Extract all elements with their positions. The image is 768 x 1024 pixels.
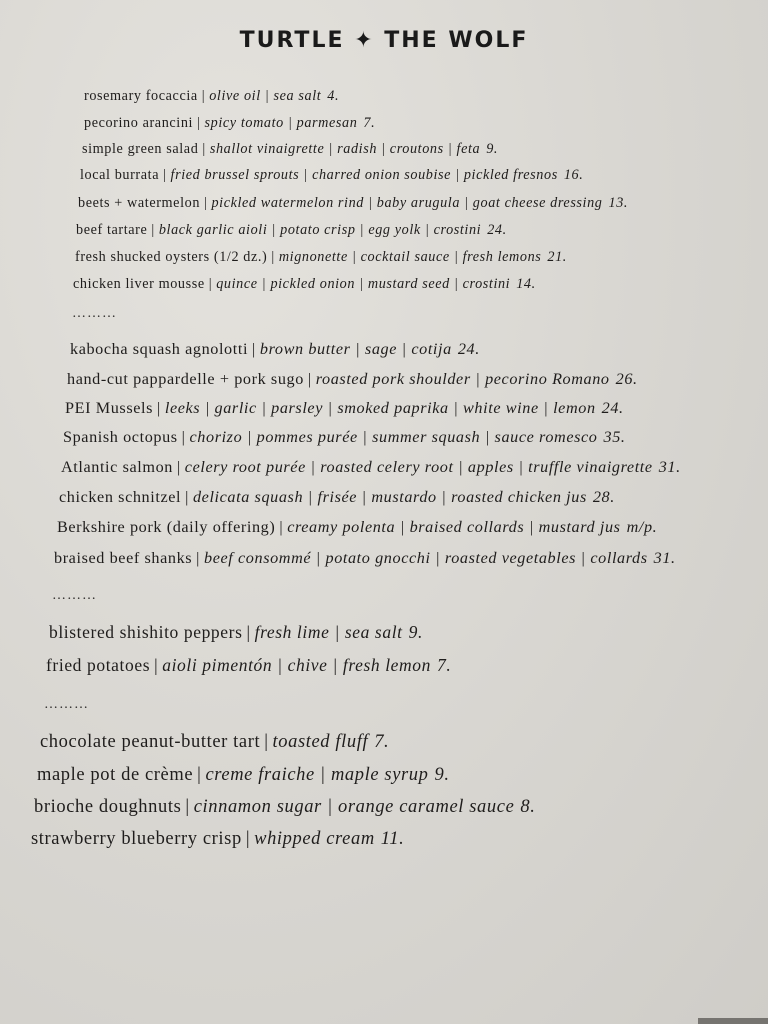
page-corner-shadow — [698, 1018, 768, 1024]
item-name: chicken liver mousse — [73, 276, 205, 292]
item-description: beef consommé | potato gnocchi | roasted vegetables | collards — [204, 549, 648, 567]
item-price: 7. — [363, 115, 376, 131]
menu-item: blistered shishito peppers | fresh lime | sea salt 9. — [49, 622, 423, 642]
item-description: brown butter | sage | cotija — [259, 340, 452, 358]
menu-item: Berkshire pork (daily offering) | creamy polenta | braised collards | mustard jus m/p. — [57, 518, 658, 536]
menu-item: rosemary focaccia | olive oil | sea salt 4. — [84, 88, 340, 104]
item-price: 4. — [327, 88, 340, 104]
menu-item: maple pot de crème | creme fraiche | maple syrup 9. — [37, 765, 450, 785]
item-price: 35. — [603, 428, 626, 446]
item-name: Berkshire pork (daily offering) — [57, 518, 276, 536]
item-name: Atlantic salmon — [61, 458, 173, 476]
item-name: rosemary focaccia — [84, 88, 198, 104]
item-name: brioche doughnuts — [34, 797, 182, 817]
item-price: 9. — [434, 765, 450, 785]
section-divider: ……… — [44, 697, 89, 712]
item-description: black garlic aioli | potato crisp | egg yolk | crostini — [158, 222, 482, 238]
item-price: 24. — [487, 222, 507, 238]
section-divider: ……… — [52, 588, 97, 603]
item-name: beets + watermelon — [78, 195, 201, 211]
item-price: 26. — [615, 370, 638, 388]
item-name: maple pot de crème — [37, 765, 194, 785]
item-price: 24. — [457, 340, 480, 358]
item-description: creamy polenta | braised collards | mustard jus — [287, 518, 621, 536]
menu-item: beets + watermelon | pickled watermelon rind | baby arugula | goat cheese dressing 13. — [78, 195, 629, 211]
item-name: hand-cut pappardelle + pork sugo — [67, 370, 304, 388]
menu-item: chicken schnitzel | delicata squash | frisée | mustardo | roasted chicken jus 28. — [59, 488, 615, 506]
item-description: creme fraiche | maple syrup — [205, 765, 429, 785]
menu-item: strawberry blueberry crisp | whipped cream 11. — [31, 829, 405, 849]
item-description: shallot vinaigrette | radish | croutons | feta — [209, 141, 481, 157]
item-price: 21. — [547, 249, 567, 265]
menu-item: Atlantic salmon | celery root purée | roasted celery root | apples | truffle vinaigrette 31. — [61, 458, 681, 476]
item-name: pecorino arancini — [84, 115, 194, 131]
menu-item: braised beef shanks | beef consommé | potato gnocchi | roasted vegetables | collards 31. — [54, 549, 676, 567]
menu-item: chicken liver mousse | quince | pickled onion | mustard seed | crostini 14. — [73, 276, 536, 292]
menu-item: fried potatoes | aioli pimentón | chive | fresh lemon 7. — [46, 655, 452, 675]
menu-item: fresh shucked oysters (1/2 dz.) | mignonette | cocktail sauce | fresh lemons 21. — [75, 249, 567, 265]
item-name: blistered shishito peppers — [49, 622, 243, 642]
item-name: chicken schnitzel — [59, 488, 182, 506]
item-price: 9. — [486, 141, 499, 157]
menu-item: pecorino arancini | spicy tomato | parmesan 7. — [84, 115, 376, 131]
item-price: 8. — [520, 797, 536, 817]
item-description: leeks | garlic | parsley | smoked paprika | white wine | lemon — [164, 399, 596, 417]
item-description: toasted fluff — [272, 732, 369, 752]
menu-item: simple green salad | shallot vinaigrette | radish | croutons | feta 9. — [82, 141, 499, 157]
item-name: strawberry blueberry crisp — [31, 829, 242, 849]
item-price: 16. — [563, 167, 584, 183]
item-name: simple green salad — [82, 141, 199, 157]
item-name: fresh shucked oysters (1/2 dz.) — [75, 249, 268, 265]
item-name: fried potatoes — [46, 655, 151, 675]
item-description: roasted pork shoulder | pecorino Romano — [315, 370, 610, 388]
menu-item: beef tartare | black garlic aioli | potato crisp | egg yolk | crostini 24. — [76, 222, 507, 238]
item-description: spicy tomato | parmesan — [204, 115, 358, 131]
item-description: whipped cream — [254, 829, 375, 849]
menu-item: kabocha squash agnolotti | brown butter | sage | cotija 24. — [70, 340, 480, 358]
item-description: fresh lime | sea salt — [254, 622, 403, 642]
item-price: 9. — [408, 622, 423, 642]
item-name: chocolate peanut-butter tart — [40, 732, 261, 752]
section-divider: ……… — [72, 306, 117, 321]
item-name: local burrata — [80, 167, 160, 183]
item-name: PEI Mussels — [65, 399, 153, 417]
item-description: celery root purée | roasted celery root | apples | truffle vinaigrette — [184, 458, 653, 476]
menu-item: hand-cut pappardelle + pork sugo | roasted pork shoulder | pecorino Romano 26. — [67, 370, 638, 388]
menu-item: Spanish octopus | chorizo | pommes purée | summer squash | sauce romesco 35. — [63, 428, 626, 446]
item-name: beef tartare — [76, 222, 148, 238]
item-price: 28. — [592, 488, 615, 506]
item-name: Spanish octopus — [63, 428, 178, 446]
item-description: mignonette | cocktail sauce | fresh lemons — [278, 249, 542, 265]
menu-item: local burrata | fried brussel sprouts | charred onion soubise | pickled fresnos 16. — [80, 167, 584, 183]
item-price: m/p. — [626, 518, 658, 536]
item-description: cinnamon sugar | orange caramel sauce — [193, 797, 515, 817]
menu-item: brioche doughnuts | cinnamon sugar | orange caramel sauce 8. — [34, 797, 536, 817]
item-price: 11. — [380, 829, 405, 849]
item-description: fried brussel sprouts | charred onion soubise | pickled fresnos — [170, 167, 558, 183]
item-name: braised beef shanks — [54, 549, 193, 567]
item-name: kabocha squash agnolotti — [70, 340, 249, 358]
item-description: olive oil | sea salt — [209, 88, 322, 104]
item-price: 31. — [658, 458, 681, 476]
item-description: delicata squash | frisée | mustardo | roasted chicken jus — [192, 488, 587, 506]
item-price: 31. — [653, 549, 676, 567]
item-price: 13. — [608, 195, 629, 211]
item-description: chorizo | pommes purée | summer squash | sauce romesco — [189, 428, 598, 446]
item-description: pickled watermelon rind | baby arugula | goat cheese dressing — [211, 195, 603, 211]
item-price: 24. — [601, 399, 624, 417]
item-price: 14. — [516, 276, 536, 292]
menu-item: chocolate peanut-butter tart | toasted fluff 7. — [40, 732, 390, 752]
restaurant-title: TURTLE ✦ THE WOLF — [239, 28, 529, 53]
item-description: aioli pimentón | chive | fresh lemon — [162, 655, 431, 675]
item-price: 7. — [436, 655, 452, 675]
item-description: quince | pickled onion | mustard seed | crostini — [216, 276, 511, 292]
menu-item: PEI Mussels | leeks | garlic | parsley | smoked paprika | white wine | lemon 24. — [65, 399, 624, 417]
item-price: 7. — [374, 732, 390, 752]
